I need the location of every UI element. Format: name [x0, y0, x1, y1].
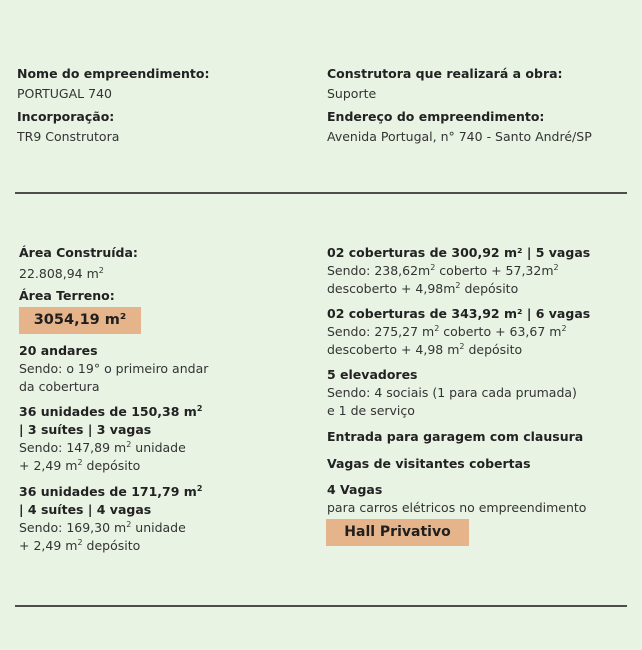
endereco-value: Avenida Portugal, n° 740 - Santo André/SP	[327, 129, 592, 144]
endereco-label: Endereço do empreendimento:	[327, 109, 545, 124]
construtora-value: Suporte	[327, 86, 377, 101]
vagas-visitantes: Vagas de visitantes cobertas	[327, 456, 531, 471]
unidades-150-title: 36 unidades de 150,38 $m^2$	[19, 403, 203, 419]
coberturas-300-line2: descoberto + $4,98m^2$ depósito	[327, 280, 519, 296]
unidades-171-subtitle: | 4 suítes | 4 vagas	[19, 502, 152, 517]
elevadores-line1: Sendo: 4 sociais (1 para cada prumada)	[327, 385, 577, 400]
elevadores-line2: e 1 de serviço	[327, 403, 415, 418]
unidades-150-line2: + 2,49 $m^2$ depósito	[19, 457, 141, 473]
incorporacao-label: Incorporação:	[17, 109, 115, 124]
divider-top	[15, 192, 627, 194]
hall-privativo: Hall Privativo	[326, 519, 469, 546]
andares-title: 20 andares	[19, 343, 98, 358]
coberturas-300-title: 02 coberturas de 300,92 m² | 5 vagas	[327, 245, 591, 260]
andares-line2: da cobertura	[19, 379, 100, 394]
area-construida-label: Área Construída:	[19, 245, 138, 260]
nome-label: Nome do empreendimento:	[17, 66, 210, 81]
divider-bottom	[15, 605, 627, 607]
unidades-150-line1: Sendo: 147,89 $m^2$ unidade	[19, 439, 186, 455]
area-construida-value: 22.808,94 $m^2$	[19, 265, 104, 281]
vagas-eletricos-line1: para carros elétricos no empreendimento	[327, 500, 587, 515]
unidades-171-line1: Sendo: 169,30 $m^2$ unidade	[19, 519, 186, 535]
garagem-clausura: Entrada para garagem com clausura	[327, 429, 584, 444]
coberturas-300-line1: Sendo: $238,62m^2$ coberto + $57,32m^2$	[327, 262, 559, 278]
unidades-171-line2: + 2,49 $m^2$ depósito	[19, 537, 141, 553]
nome-value: PORTUGAL 740	[17, 86, 112, 101]
area-terreno-value: 3054,19 m²	[19, 307, 141, 334]
elevadores-title: 5 elevadores	[327, 367, 418, 382]
vagas-eletricos-title: 4 Vagas	[327, 482, 383, 497]
construtora-label: Construtora que realizará a obra:	[327, 66, 563, 81]
coberturas-343-title: 02 coberturas de 343,92 m² | 6 vagas	[327, 306, 591, 321]
unidades-171-title: 36 unidades de 171,79 $m^2$	[19, 483, 203, 499]
area-terreno-label: Área Terreno:	[19, 288, 115, 303]
andares-line1: Sendo: o 19° o primeiro andar	[19, 361, 209, 376]
unidades-150-subtitle: | 3 suítes | 3 vagas	[19, 422, 152, 437]
coberturas-343-line2: descoberto + 4,98 $m^2$ depósito	[327, 341, 523, 357]
incorporacao-value: TR9 Construtora	[17, 129, 120, 144]
coberturas-343-line1: Sendo: 275,27 $m^2$ coberto + 63,67 $m^2$	[327, 323, 567, 339]
